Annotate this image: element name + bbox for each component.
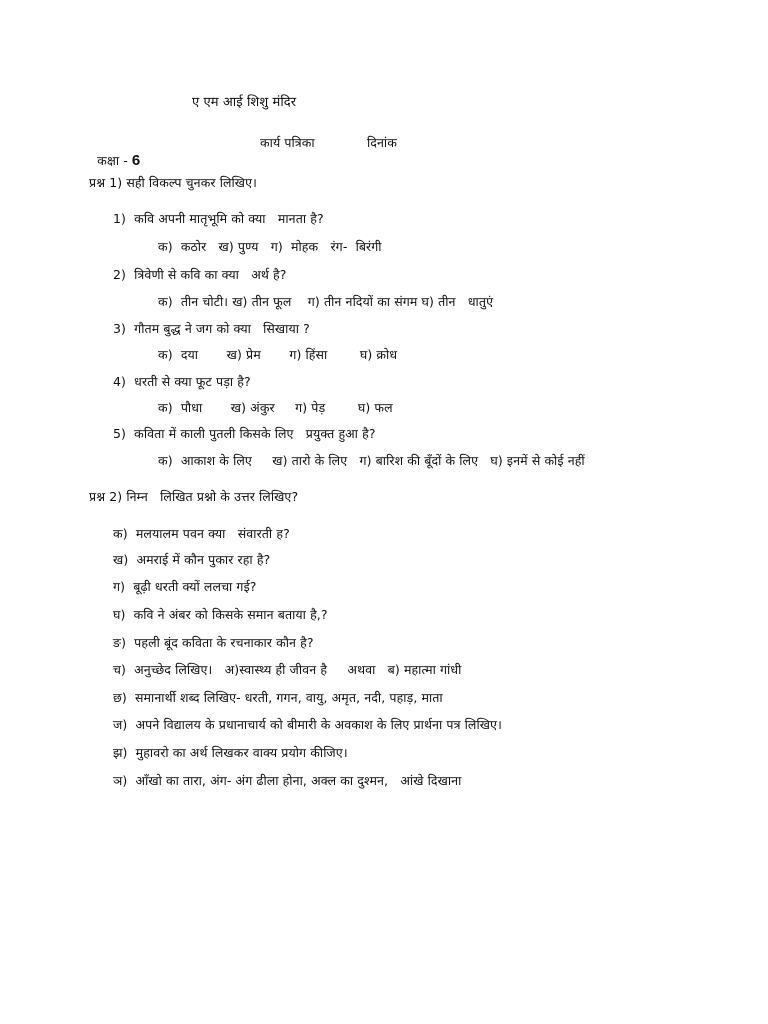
q1-item-4-options: क) पौधा ख) अंकुर ग) पेड़ घ) फल	[158, 400, 393, 415]
q1-item-3-options: क) दया ख) प्रेम ग) हिंसा घ) क्रोध	[158, 347, 398, 362]
q2-item: झ) मुहावरो का अर्थ लिखकर वाक्य प्रयोग कीजिए।	[113, 745, 348, 760]
q2-item: च) अनुच्छेद लिखिए। अ)स्वास्थ्य ही जीवन है अथवा ब) महात्मा गांधी	[113, 662, 462, 677]
q2-item: घ) कवि ने अंबर को किसके समान बताया है,?	[113, 607, 328, 622]
date-label: दिनांक	[367, 135, 397, 150]
q1-item-4-question: 4) धरती से क्या फूट पड़ा है?	[113, 374, 251, 389]
q2-item: ङ) पहली बूंद कविता के रचनाकार कौन है?	[113, 635, 314, 650]
q2-item: छ) समानार्थी शब्द लिखिए- धरती, गगन, वायु, अमृत, नदी, पहाड़, माता	[113, 690, 443, 705]
q1-item-1-question: 1) कवि अपनी मातृभूमि को क्या मानता है?	[113, 211, 324, 226]
q1-item-5-options: क) आकाश के लिए ख) तारो के लिए ग) बारिश की बूँदों के लिए घ) इनमें से कोई नहीं	[158, 453, 585, 468]
school-name: ए एम आई शिशु मंदिर	[192, 95, 297, 110]
question1-heading: प्रश्न 1) सही विकल्प चुनकर लिखिए।	[89, 175, 257, 190]
q1-item-5-question: 5) कविता में काली पुतली किसके लिए प्रयुक्त हुआ है?	[113, 426, 376, 441]
class-field	[89, 134, 140, 170]
q1-item-3-question: 3) गौतम बुद्ध ने जग को क्या सिखाया ?	[113, 321, 310, 336]
class-label: कक्षा -	[97, 153, 132, 168]
q1-item-2-question: 2) त्रिवेणी से कवि का क्या अर्थ है?	[113, 267, 287, 282]
question2-heading: प्रश्न 2) निम्न लिखित प्रश्नो के उत्तर लिखिए?	[89, 489, 299, 504]
q2-item: ञ) आँखो का तारा, अंग- अंग ढीला होना, अक्ल का दुश्मन, आंखे दिखाना	[113, 773, 462, 788]
worksheet-label: कार्य पत्रिका	[260, 135, 315, 150]
q1-item-1-options: क) कठोर ख) पुण्य ग) मोहक रंग- बिरंगी	[158, 239, 382, 254]
q2-item: ग) बूढ़ी धरती क्यों ललचा गई?	[113, 579, 257, 594]
class-number: 6	[131, 152, 141, 169]
q2-item: क) मलयालम पवन क्या संवारती ह?	[113, 526, 290, 541]
q2-item: ख) अमराई में कौन पुकार रहा है?	[113, 552, 271, 567]
q1-item-2-options: क) तीन चोटी। ख) तीन फूल ग) तीन नदियों का संगम घ) तीन धातुएं	[158, 294, 494, 309]
q2-item: ज) अपने विद्यालय के प्रधानाचार्य को बीमारी के अवकाश के लिए प्रार्थना पत्र लिखिए।	[113, 717, 502, 732]
